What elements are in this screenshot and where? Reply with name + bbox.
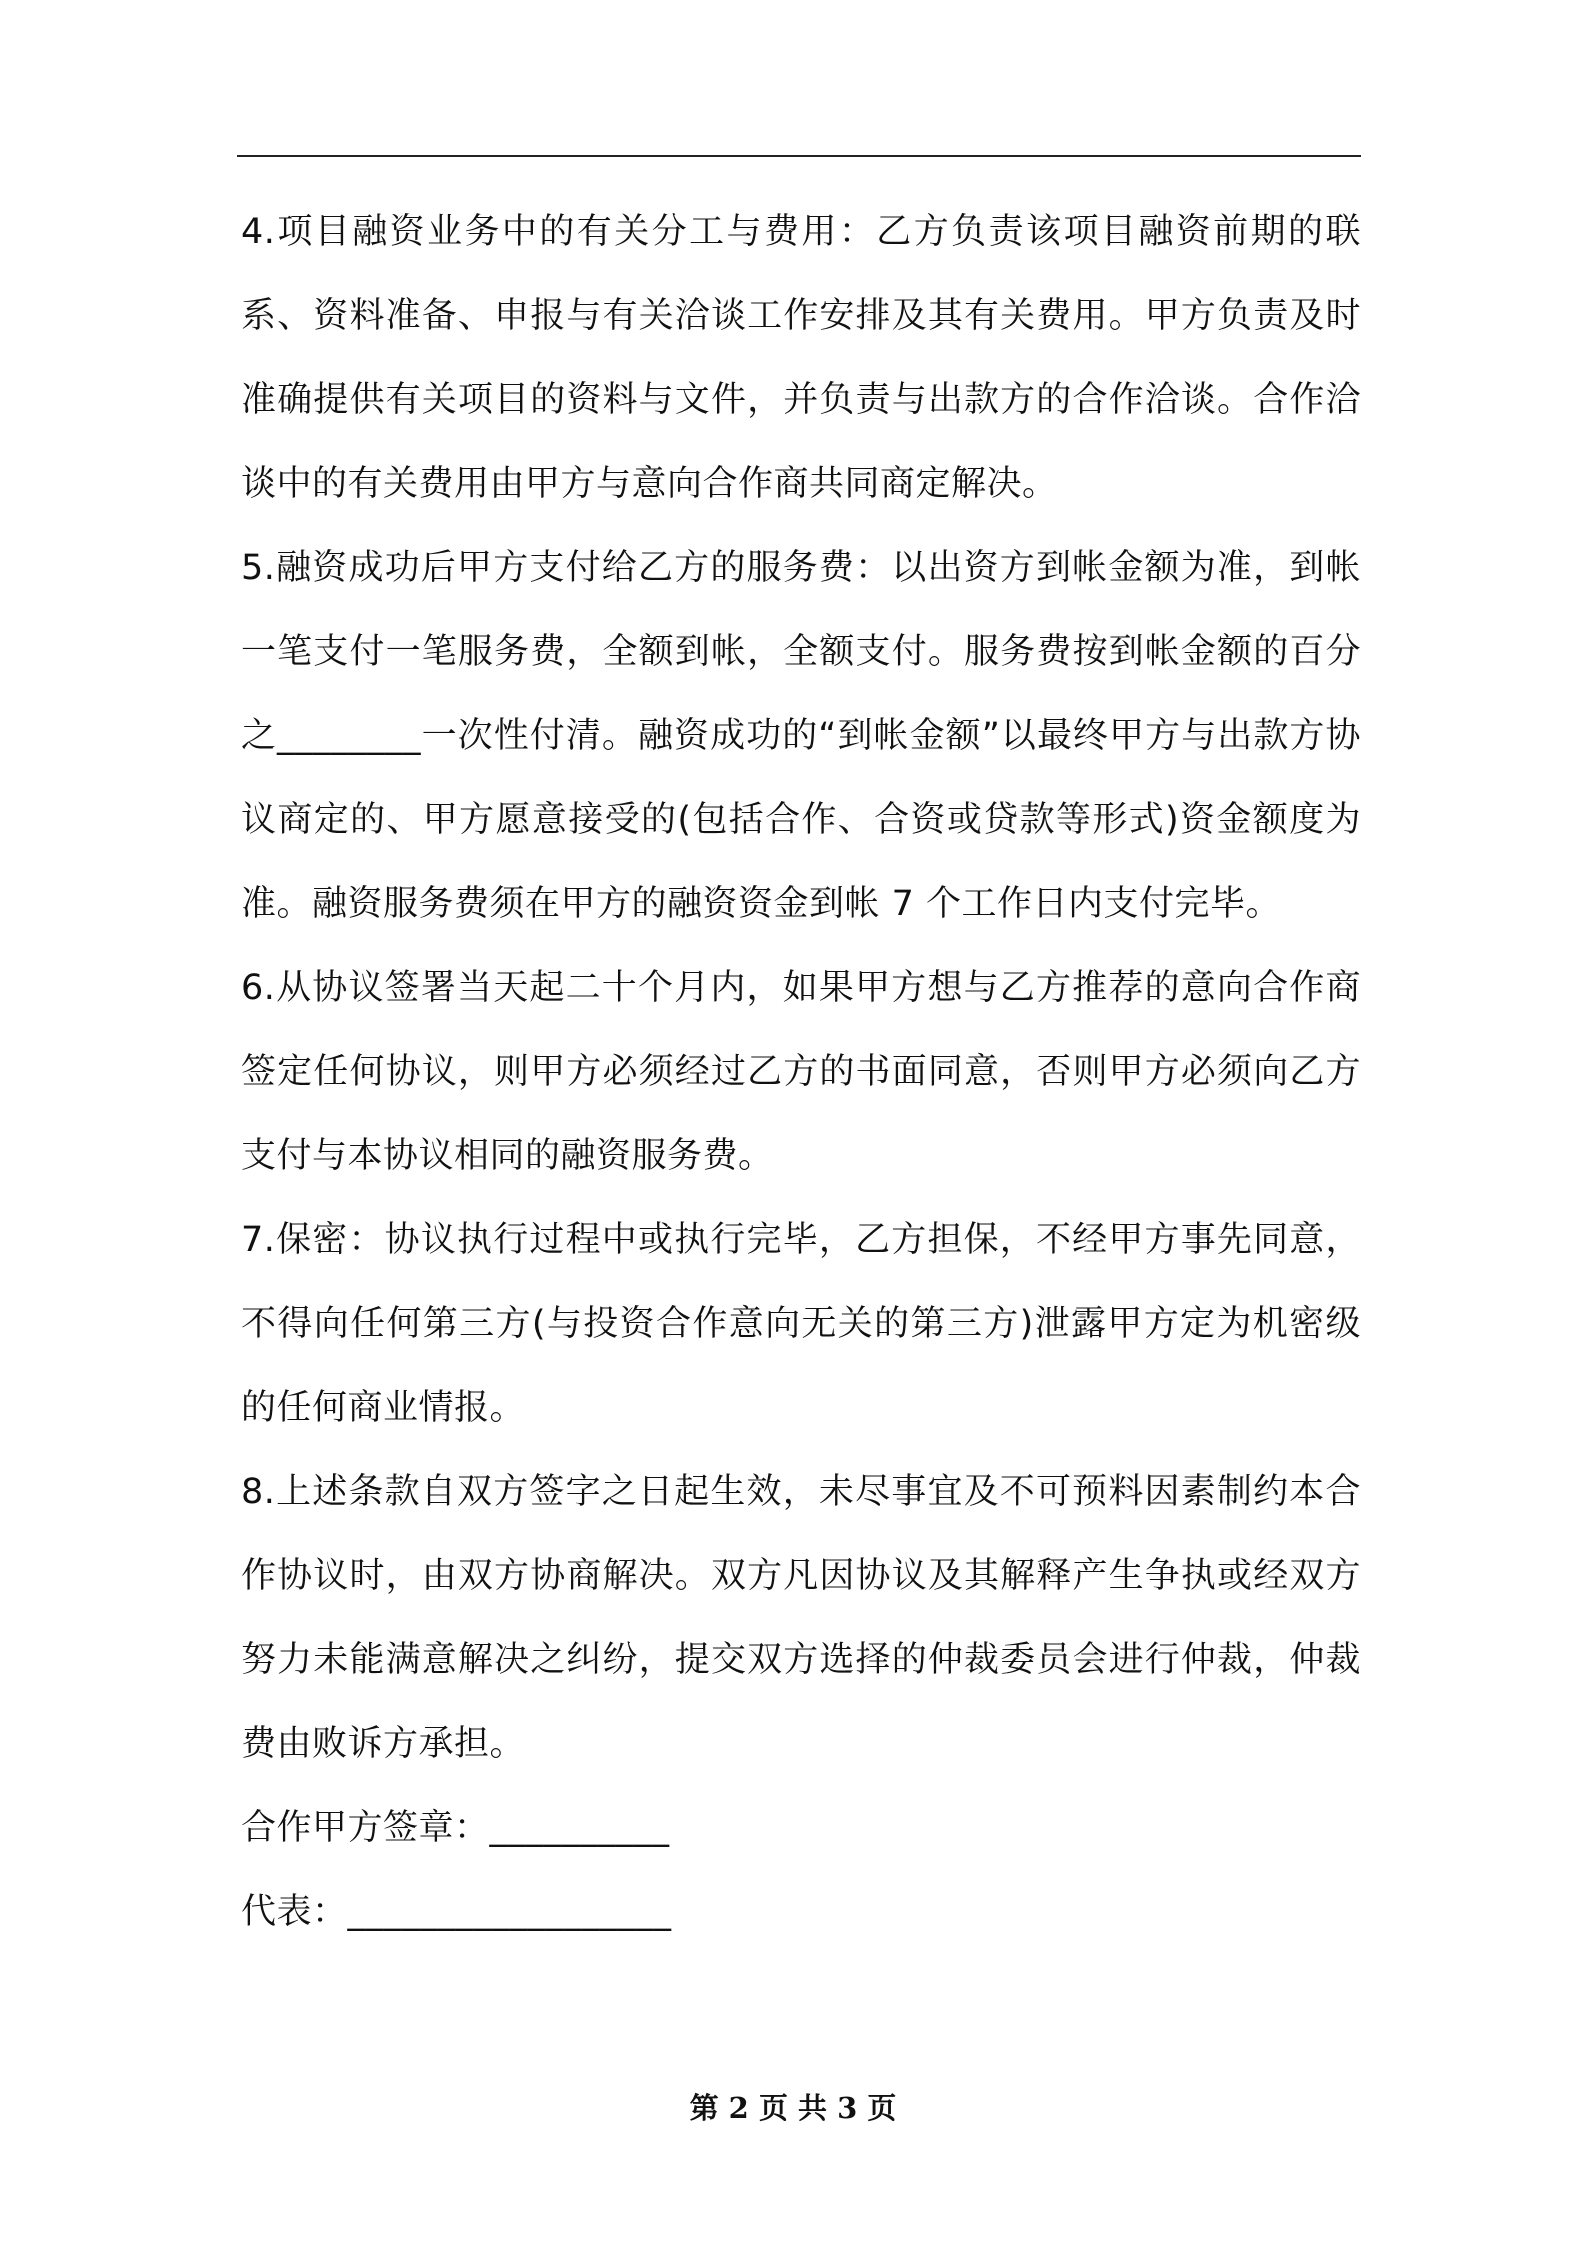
- representative-signature-line: 代表：__________________: [241, 1892, 672, 1932]
- header-rule: [237, 155, 1361, 157]
- document-body: [241, 190, 1361, 1954]
- clause-6: 6.从协议签署当天起二十个月内，如果甲方想与乙方推荐的意向合作商签定任何协议，则甲方必须经过乙方的书面同意，否则甲方必须向乙方支付与本协议相同的融资服务费。: [241, 968, 1361, 1176]
- clause-8: 8.上述条款自双方签字之日起生效，未尽事宜及不可预料因素制约本合作协议时，由双方协商解决。双方凡因协议及其解释产生争执或经双方努力未能满意解决之纠纷，提交双方选择的仲裁委员会进行仲裁，仲裁费由败诉方承担。: [241, 1472, 1361, 1764]
- page-footer: 第 2 页 共 3 页: [689, 2091, 897, 2125]
- clause-7: 7.保密：协议执行过程中或执行完毕，乙方担保，不经甲方事先同意，不得向任何第三方(与投资合作意向无关的第三方)泄露甲方定为机密级的任何商业情报。: [241, 1220, 1361, 1428]
- party-a-signature-line: 合作甲方签章：__________: [241, 1808, 670, 1848]
- clause-5: 5.融资成功后甲方支付给乙方的服务费：以出资方到帐金额为准，到帐一笔支付一笔服务费，全额到帐，全额支付。服务费按到帐金额的百分之________一次性付清。融资成功的“到帐金额”以最终甲方与出款方协议商定的、甲方愿意接受的(包括合作、合资或贷款等形式)资金额度为准。融资服务费须在甲方的融资资金到帐 7 个工作日内支付完毕。: [241, 548, 1361, 924]
- clause-4: 4.项目融资业务中的有关分工与费用：乙方负责该项目融资前期的联系、资料准备、申报与有关洽谈工作安排及其有关费用。甲方负责及时准确提供有关项目的资料与文件，并负责与出款方的合作洽谈。合作洽谈中的有关费用由甲方与意向合作商共同商定解决。: [241, 212, 1361, 504]
